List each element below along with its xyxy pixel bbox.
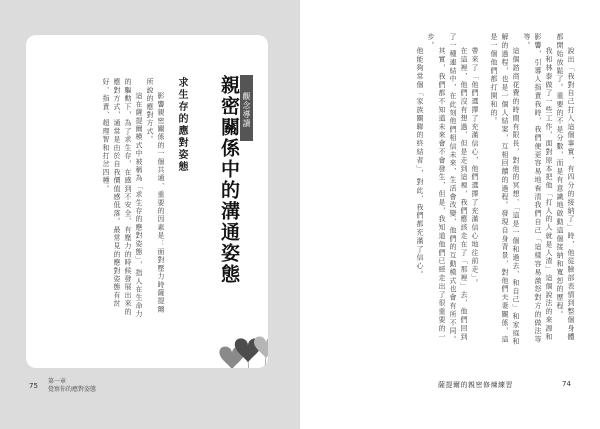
left-paragraph: 影響親密關係的一個共通、重要的因素是：面對壓力時薩提爾所說的應對方式。 [146, 78, 165, 314]
right-paragraph: 這個諮商花費的時間有限長，對他的冥想、「這是一個和過去、和自己」和家庭和解的過程，也是一個人結案，互相回饋的過程。發現自身背景，對他們夫妻關係，這是一個他們都打開和的。 [490, 33, 520, 346]
right-paragraph: 我和林泰做了一些工作，面對原本把他「打人的人就是人渣」這個說法的來源和影響，引導人指責我時，我們便更容易地看清我們自己「這樣容易激怒對方的做法等等。 [523, 33, 553, 344]
chapter-title: 親密關係中的溝通姿態 [218, 75, 240, 285]
right-paragraph: 帶來了「他們選擇了充滿信心，他們選擇了充滿信心地往前走」。 [471, 47, 479, 288]
right-page [300, 0, 600, 429]
chapter-label: 第一章 [48, 378, 67, 385]
section-subhead: 求生存的應對姿態 [176, 77, 187, 173]
left-paragraph: 這在薩提爾模式中被稱為「求生存的應對姿態」，指人在生命力的驅動下，為了求生存，在感到不安全、有壓力的時候發展出來的應對方式，通常是由於自我價值感低落。最常見的應對姿態有討好、指責、超理智和打岔四種。 [102, 78, 143, 319]
right-paragraph: 他能夠常個「家族關聯的終結者」，對此，我們都充滿了信心。 [416, 47, 424, 279]
right-paragraph: 在這裡，他們沒有想過，但是走到這裡，我們應該走在了「那裡」去，他們回到了一種連結中，在此刻他們相信未來，生活會改變，他們的互動模式也會有所不同。 [449, 33, 468, 344]
right-body-text [362, 33, 576, 349]
left-running-footer [48, 378, 96, 394]
left-body-text [78, 78, 166, 321]
left-page-number: 75 [29, 382, 38, 390]
right-paragraph: 其實，我們都不知道未來會不會發生，但是，我知道他們已經走出了很重要的一步。 [427, 33, 446, 341]
right-running-head: 薩提爾的親密修煉練習 [438, 381, 513, 389]
heart-balloons-illustration [214, 317, 268, 368]
right-paragraph: 說出「我對自己打入這個事實，有四分的接納了」時，他從臉部表情到整個身體都開始放鬆了。重要的不是分數，而是有意識地啟動這個接納和寬恕的歷程。 [556, 33, 575, 341]
concept-tag: 觀念導讀 [240, 75, 253, 141]
chapter-card [26, 35, 268, 368]
right-page-number: 74 [562, 380, 571, 388]
chapter-name: 覺察你的應對姿態 [48, 386, 97, 393]
